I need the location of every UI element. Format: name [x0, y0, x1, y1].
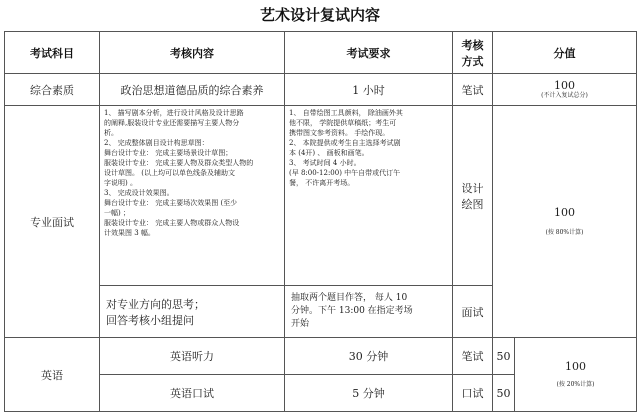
header-row	[5, 32, 637, 74]
row-zhuanye	[5, 106, 637, 286]
oral-content-line: 回答考核小组提问	[106, 313, 194, 327]
english-oral-score: 50	[493, 375, 515, 412]
listening-content: 英语听力	[100, 338, 285, 375]
oral-content	[100, 286, 285, 338]
header-requirement: 考试要求	[285, 32, 453, 74]
zhuanye-method-line2: 绘图	[461, 197, 484, 211]
zhuanye-requirement-line: 本 (4开) 、 画板和画笔。	[289, 149, 369, 157]
zhuanye-content-line: 舞台设计专业： 完成主要场景设计草图；	[104, 149, 233, 157]
zhuanye-content-line: 3、 完成设计效果图。	[104, 189, 174, 197]
zhuanye-content-line: 2、 完成整体剧目设计构思草图：	[104, 139, 209, 147]
header-method-line1: 考核	[461, 38, 484, 52]
zhuanye-content-line: 析。	[104, 129, 118, 137]
header-subject: 考试科目	[5, 32, 100, 74]
english-total-score	[515, 338, 637, 412]
oral-requirement	[285, 286, 453, 338]
english-total-value: 100	[565, 360, 586, 373]
zhuanye-requirement-line: 2、 本院提供或考生自主选择考试剧	[289, 139, 401, 147]
zhuanye-requirement-line: (早 8:00-12:00) 中午自带或代订午	[289, 169, 401, 177]
page-title: 艺术设计复试内容	[259, 6, 380, 24]
zonghe-subject: 综合素质	[5, 74, 100, 106]
zhuanye-content-line: 舞台设计专业： 完成主要场次效果图 (至少	[104, 199, 238, 207]
zonghe-requirement: 1 小时	[285, 74, 453, 106]
zhuanye-content-line: 服装设计专业： 完成主要人物及群众类型人物的	[104, 159, 254, 167]
zhuanye-content-line: 一幅) ；	[104, 209, 130, 217]
zhuanye-score-value: 100	[554, 206, 575, 219]
header-score: 分值	[493, 32, 637, 74]
oral-requirement-line: 分钟。下午 13:00 在指定考场	[291, 306, 413, 316]
english-oral-method: 口试	[453, 375, 493, 412]
zhuanye-requirement	[285, 106, 453, 286]
zhuanye-score-note: (按 80%计算)	[545, 229, 584, 236]
oral-requirement-line: 抽取两个题目作答， 每人 10	[291, 293, 408, 303]
exam-content-table	[4, 31, 637, 412]
zonghe-score-value: 100	[554, 79, 575, 92]
zhuanye-method-line1: 设计	[461, 181, 484, 195]
zhuanye-subject: 专业面试	[5, 106, 100, 338]
zhuanye-content-line: 的阐释,服装设计专业还需要描写主要人物分	[104, 119, 240, 127]
zonghe-score-note: (不计入复试总分)	[541, 92, 588, 99]
header-content: 考核内容	[100, 32, 285, 74]
english-total-note: (按 20%计算)	[556, 381, 595, 388]
row-zonghe	[5, 74, 637, 106]
header-method	[453, 32, 493, 74]
zhuanye-content-line: 计效果图 3 幅。	[104, 229, 155, 237]
zhuanye-method	[453, 106, 493, 286]
oral-requirement-line: 开始	[291, 319, 310, 329]
oral-method: 面试	[453, 286, 493, 338]
zonghe-method: 笔试	[453, 74, 493, 106]
zhuanye-content-line: 1、 描写剧本分析，进行设计风格及设计思路	[104, 109, 244, 117]
listening-score: 50	[493, 338, 515, 375]
zhuanye-requirement-line: 他不限， 学院提供草稿纸；考生可	[289, 119, 397, 127]
zhuanye-content	[100, 106, 285, 286]
oral-content-line: 对专业方向的思考；	[106, 297, 205, 311]
row-english-listening	[5, 338, 637, 375]
zonghe-score	[493, 74, 637, 106]
listening-method: 笔试	[453, 338, 493, 375]
english-subject: 英语	[5, 338, 100, 412]
zhuanye-requirement-line: 餐， 不许离开考场。	[289, 179, 355, 187]
zonghe-content: 政治思想道德品质的综合素养	[100, 74, 285, 106]
zhuanye-requirement-line: 1、 自带绘图工具颜料， 除油画外其	[289, 109, 403, 117]
zhuanye-score	[493, 106, 637, 338]
header-method-line2: 方式	[461, 54, 484, 68]
zhuanye-content-line: 字说明) 。	[104, 179, 137, 187]
zhuanye-requirement-line: 3、 考试时间 4 小时。	[289, 159, 361, 167]
english-oral-content: 英语口试	[100, 375, 285, 412]
zhuanye-content-line: 设计草图。 (以上均可以单色线条及辅助文	[104, 169, 235, 177]
zhuanye-requirement-line: 携带图文参考资料。 手绘作现。	[289, 129, 390, 137]
english-oral-requirement: 5 分钟	[285, 375, 453, 412]
zhuanye-content-line: 服装设计专业： 完成主要人物或群众人物设	[104, 219, 240, 227]
listening-requirement: 30 分钟	[285, 338, 453, 375]
